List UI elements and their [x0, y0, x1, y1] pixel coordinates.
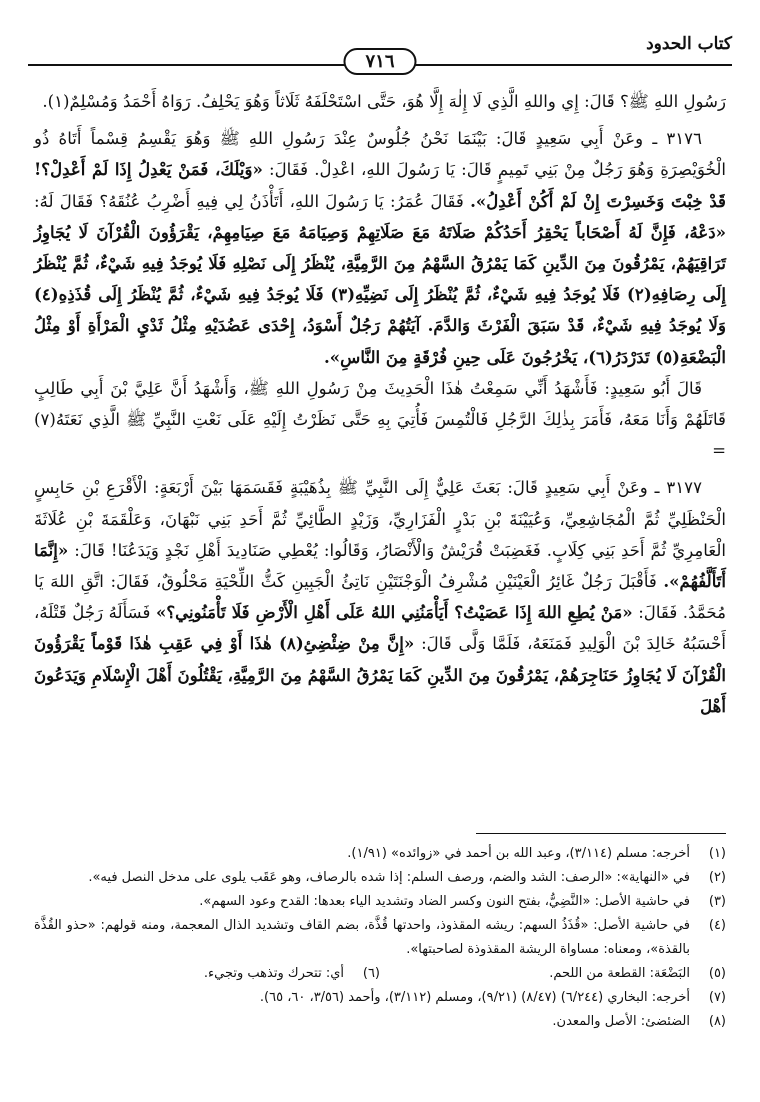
page-number: ٧١٦: [343, 48, 416, 75]
footnote: [34, 1010, 726, 1034]
footnote-row: [34, 962, 726, 986]
main-text: [34, 86, 726, 722]
narration-text: ٣١٧٦ ـ وعَنْ أَبِي سَعِيدٍ قَالَ: بَيْنَمَا نَحْنُ جُلُوسٌ عِنْدَ رَسُولِ اللهِ ﷺ وَهُوَ يَقْسِمُ قِسْماً أَتَاهُ ذُو الْخُوَيْصِرَةِ وَهُوَ رَجُلٌ مِنْ بَنِي تَمِيمٍ قَالَ: يَا رَسُولَ اللهِ، اعْدِلْ. فَقَالَ:: [34, 129, 727, 180]
footnote: [34, 866, 726, 890]
hadith-3176: [34, 123, 726, 373]
footnote-text: في حاشية الأصل: «النَّضِيُّ، بفتح النون وكسر الضاد وتشديد الياء بعدها: القدح وعود السهم».: [199, 894, 690, 909]
footnote-number: (٢): [708, 870, 726, 885]
footnote-number: (١): [708, 846, 726, 861]
footnote-number: (٨): [708, 1014, 726, 1029]
narration-text: فَقَالَ عُمَرُ: يَا رَسُولَ اللهِ، أَتَأْذَنُ لِي فِيهِ أَضْرِبُ عُنُقَهُ؟ فَقَالَ لَهُ:: [34, 191, 464, 211]
footnote-separator: [476, 833, 726, 834]
hadith-3176-witness: قَالَ أَبُو سَعِيدٍ: فَأَشْهَدُ أَنِّي سَمِعْتُ هٰذَا الْحَدِيثَ مِنْ رَسُولِ اللهِ ﷺ، وَأَشْهَدُ أَنَّ عَلِيَّ بْنَ أَبِي طَالِبٍ قَاتَلَهُمْ وَأَنَا مَعَهُ، فَأَمَرَ بِذٰلِكَ الرَّجُلِ فَالْتُمِسَ فَأُتِيَ بِهِ حَتَّى نَظَرْتُ إِلَيْهِ عَلَى نَعْتِ النَّبِيِّ ﷺ الَّذِي نَعَتَهُ(٧) =: [34, 378, 726, 461]
footnote: [34, 842, 726, 866]
prophetic-quote: «إِنَّ مِنْ ضِئْضِئِ(٨) هٰذَا أَوْ فِي عَقِبِ هٰذَا قَوْماً يَقْرَؤُونَ الْقُرْآنَ لَا يُجَاوِزُ حَنَاجِرَهُمْ، يَمْرُقُونَ مِنَ الدِّينِ كَمَا يَمْرُقُ السَّهْمُ مِنَ الرَّمِيَّةِ، يَقْتُلُونَ أَهْلَ الْإِسْلَامِ وَيَدَعُونَ أَهْلَ: [34, 633, 726, 716]
footnote-text: أخرجه: مسلم (٣/١١٤)، وعبد الله بن أحمد في «زوائده» (١/٩١).: [347, 846, 690, 861]
footnote-text: في حاشية الأصل: «قُذَذُ السهم: ريشه المقذوذ، واحدتها قُذَّة، بضم القاف وتشديد الذال المعجمة، ومنه قولهم: «حذو القُذَّة بالقذة»، ومعناه: مساواة الريشة المقذوذة لصاحبتها».: [34, 918, 690, 957]
footnote: [34, 986, 726, 1010]
page-header: [28, 34, 732, 74]
footnote-number: (٤): [708, 918, 726, 933]
footnote-text: أخرجه: البخاري (٦/٢٤٤) (٨/٤٧) (٩/٢١)، ومسلم (٣/١١٢)، وأحمد (٣/٥٦، ٦٠، ٦٥).: [259, 990, 690, 1005]
footnote-number: (٧): [708, 990, 726, 1005]
footnote: [34, 962, 380, 986]
prophetic-quote: «إِنَّمَا أَتَأَلَّفُهُمْ».: [34, 539, 726, 592]
prophetic-quote: «وَيْلَكَ، فَمَنْ يَعْدِلُ إِذَا لَمْ أَعْدِلْ؟! قَدْ خِبْتَ وَخَسِرْتَ إِنْ لَمْ أَكُنْ أَعْدِلُ».: [34, 159, 726, 211]
narration-text: فَأَقْبَلَ رَجُلٌ غَائِرُ الْعَيْنَيْنِ مُشْرِفُ الْوَجْنَتَيْنِ نَاتِئُ الْجَبِينِ كَثُّ اللِّحْيَةِ مَحْلُوقٌ، فَقَالَ: اتَّقِ اللهَ يَا مُحَمَّدُ. فَقَالَ:: [34, 572, 726, 623]
narration-text: ٣١٧٧ ـ وعَنْ أَبِي سَعِيدٍ قَالَ: بَعَثَ عَلِيٌّ إِلَى النَّبِيِّ ﷺ بِذُهَيْبَةٍ فَقَسَمَهَا بَيْنَ أَرْبَعَةٍ: الْأَقْرَعِ بْنِ حَابِسٍ الْحَنْظَلِيِّ ثُمَّ الْمُجَاشِعِيِّ، وَعُيَيْنَةَ بْنِ بَدْرٍ الْفَزَارِيِّ، وَزَيْدٍ الطَّائِيِّ ثُمَّ أَحَدِ بَنِي نَبْهَانَ، وَعَلْقَمَةَ بْنِ عُلَاثَةَ الْعَامِرِيِّ ثُمَّ أَحَدِ بَنِي كِلَابٍ. فَغَضِبَتْ قُرَيْشٌ وَالْأَنْصَارُ، وَقَالُوا: يُعْطِي صَنَادِيدَ أَهْلِ نَجْدٍ وَيَدَعُنَا! قَالَ:: [34, 478, 726, 560]
footnote-number: (٦): [362, 966, 380, 981]
footnote: [34, 914, 726, 962]
prophetic-quote: «مَنْ يُطِعِ اللهَ إِذَا عَصَيْتُ؟ أَيَأْمَنُنِي اللهُ عَلَى أَهْلِ الْأَرْضِ فَلَا تَأْمَنُونِي؟»: [155, 602, 633, 623]
footnote-number: (٥): [708, 966, 726, 981]
footnote: [380, 962, 726, 986]
footnote-text: في «النهاية»: «الرصف: الشد والضم، ورصف السلم: إذا شده بالرصاف، وهو عَقَب يلوى على مدخل النصل فيه».: [88, 870, 690, 885]
footnote: [34, 890, 726, 914]
footnote-text: البَضْعَة: القطعة من اللحم.: [549, 966, 690, 981]
footnote-text: الضئضئ: الأصل والمعدن.: [552, 1014, 690, 1029]
hadith-3177: [34, 472, 726, 722]
continued-paragraph: رَسُولِ اللهِ ﷺ؟ قَالَ: إِي واللهِ الَّذِي لَا إِلٰهَ إِلَّا هُوَ، حَتَّى اسْتَحْلَفَهُ ثَلَاثاً وَهُوَ يَحْلِفُ. رَوَاهُ أَحْمَدُ وَمُسْلِمٌ(١).: [42, 92, 726, 111]
footnotes: [34, 842, 726, 1034]
narration-text: فَسَأَلَهُ رَجُلٌ قَتْلَهُ، أَحْسَبُهُ خَالِدَ بْنَ الْوَلِيدِ فَمَنَعَهُ، فَلَمَّا وَلَّى قَالَ:: [34, 603, 726, 654]
prophetic-quote: «دَعْهُ، فَإِنَّ لَهُ أَصْحَاباً يَحْقِرُ أَحَدُكُمْ صَلَاتَهُ مَعَ صَلَاتِهِمْ وَصِيَامَهُ مَعَ صِيَامِهِمْ، يَقْرَؤُونَ الْقُرْآنَ لَا يُجَاوِزُ تَرَاقِيَهُمْ، يَمْرُقُونَ مِنَ الدِّينِ كَمَا يَمْرُقُ السَّهْمُ مِنَ الرَّمِيَّةِ، يُنْظَرُ إِلَى نَصْلِهِ فَلَا يُوجَدُ فِيهِ شَيْءٌ، ثُمَّ يُنْظَرُ إِلَى رِصَافِهِ(٢) فَلَا يُوجَدُ فِيهِ شَيْءٌ، ثُمَّ يُنْظَرُ إِلَى نَضِيِّهِ(٣) فَلَا يُوجَدُ فِيهِ شَيْءٌ، ثُمَّ يُنْظَرُ إِلَى قُذَذِهِ(٤) وَلَا يُوجَدُ فِيهِ شَيْءٌ، قَدْ سَبَقَ الْفَرْثَ وَالدَّمَ. آيَتُهُمْ رَجُلٌ أَسْوَدُ، إِحْدَى عَضُدَيْهِ مِثْلُ ثَدْيِ الْمَرْأَةِ أَوْ مِثْلُ الْبَضْعَةِ(٥) تَدَرْدَرُ(٦)، يَخْرُجُونَ عَلَى حِينِ فُرْقَةٍ مِنَ النَّاسِ».: [34, 221, 726, 367]
footnote-text: أي: تتحرك وتذهب وتجيء.: [203, 966, 344, 981]
footnote-number: (٣): [708, 894, 726, 909]
chapter-title: كتاب الحدود: [646, 34, 732, 54]
